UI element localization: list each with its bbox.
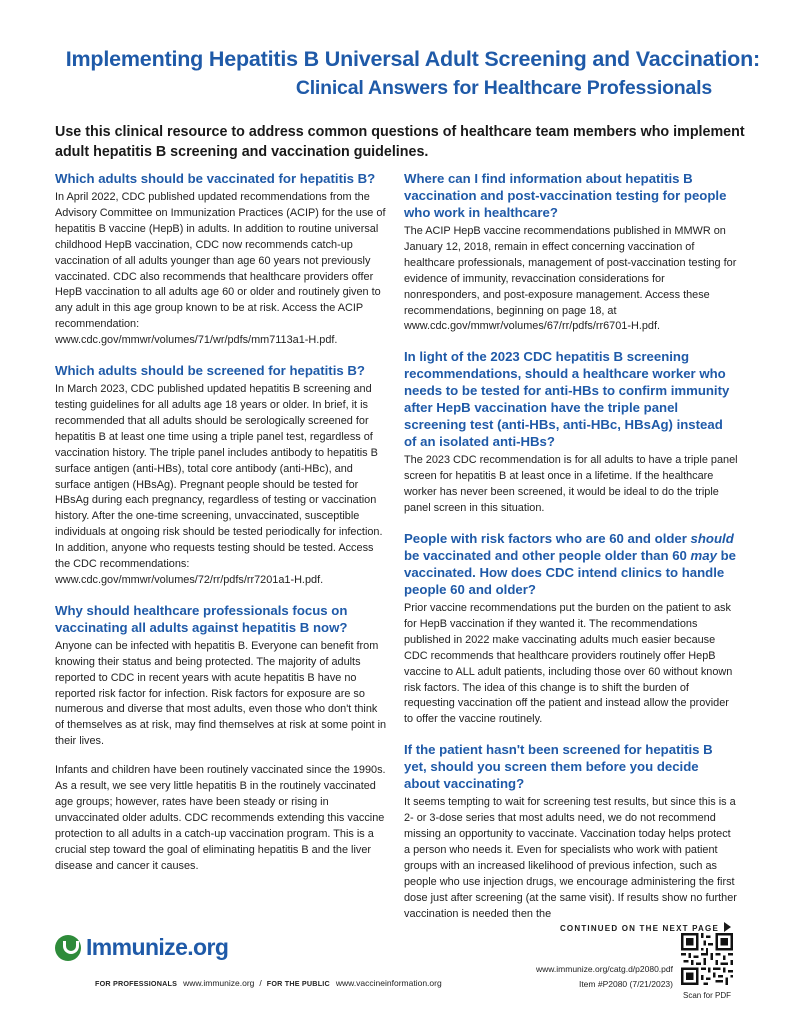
answer-text: In April 2022, CDC published updated recommendations from the Advisory Committee on Immunization Practices (ACIP) for the use of hepatitis B vaccine (HepB) in adults. In addition to routine universal childhood HepB vaccination, CDC now recommends catch-up vaccination of all adults younger than age 60 years not previously vaccinated. CDC also recommends that healthcare providers offer HepB vaccination to all adults age 60 or older and routinely given to any adult in this age group known to be at risk. Access the ACIP recommendation: www.cdc.gov/mmwr/volumes/71/wr/pdfs/mm7113a1-H.pdf. — [55, 191, 386, 347]
answer-text: In March 2023, CDC published updated hepatitis B screening and testing guidelines for all adults age 18 years or older. In brief, it is recommended that all adults should be serologically screened for hepatitis B at least one time using a triple panel test, regardless of vaccination history. The triple panel includes antibody to hepatitis B surface antigen (anti-HBs), total core antibody (anti-HBc), and surface antigen (HBsAg). Pregnant people should be tested for HBsAg during each pregnancy, regardless of testing or vaccination history. After the one-time screening, unvaccinated, susceptible individuals at ongoing risk should be tested periodically for infection. In addition, anyone who requests testing should be tested. Access the CDC recommendations: www.cdc.gov/mmwr/volumes/72/rr/pdfs/rr7201a1-H.pdf. — [55, 383, 383, 586]
right-column — [404, 170, 738, 935]
answer-text: Infants and children have been routinely vaccinated since the 1990s. As a result, we see very little hepatitis B in the routinely vaccinated age groups; however, rates have been steady or rising in unvaccinated older adults. CDC recommends extending this vaccine protection to all adults in a catch-up vaccination program. This is a crucial step toward the goal of eliminating hepatitis B and the liver disease and cancer it causes. — [55, 764, 386, 872]
qr-caption: Scan for PDF — [682, 991, 731, 1000]
public-label: FOR THE PUBLIC — [266, 979, 330, 988]
immunize-logo[interactable] — [55, 934, 228, 961]
doc-url-link[interactable]: www.immunize.org/catg.d/p2080.pdf — [535, 964, 673, 974]
question-heading: Which adults should be vaccinated for hepatitis B? — [55, 171, 376, 186]
answer-text: Prior vaccine recommendations put the burden on the patient to ask for HepB vaccination if they wanted it. The recommendations published in 2022 make vaccinating adults much easier because CDC recommends that healthcare providers routinely offer HepB vaccine to ALL adult patients, including those over 60 without known risk factors. The idea of this change is to shift the burden of requesting vaccination off the patient and instead allow the provider to offer the vaccine routinely. — [404, 601, 733, 726]
intro-text: Use this clinical resource to address common questions of healthcare team members who implement adult hepatitis B screening and vaccination guidelines. — [55, 124, 745, 160]
question-heading: Why should healthcare professionals focus on vaccinating all adults against hepatitis B now? — [55, 602, 348, 635]
question-emphasis: should — [690, 530, 734, 546]
question-part: be vaccinated. How does CDC intend clinics to handle people 60 and older? — [404, 547, 737, 597]
qr-code-icon[interactable] — [681, 933, 733, 985]
triangle-right-icon — [724, 922, 731, 932]
footer-links — [95, 978, 442, 988]
footer-separator: / — [259, 978, 262, 988]
answer-text: The 2023 CDC recommendation is for all adults to have a triple panel screen for hepatitis B at least once in a lifetime. If the healthcare worker has never been screened, it would be ideal to do the triple panel screen in this situation. — [404, 454, 738, 515]
question-emphasis: may — [690, 547, 717, 563]
question-heading — [404, 530, 738, 598]
answer-text: It seems tempting to wait for screening test results, but since this is a 2- or 3-dose series that most adults need, we do not recommend missing an opportunity to vaccinate. Vaccination today helps protect a person who needs it. Even for specialists who work with patient groups with an increased likelihood of previous infection, such as people who use injection drugs, we encourage administering the first dose just after screening (at the same visit). If results show no further vaccination is needed then the — [404, 796, 737, 920]
footer-doc-info — [536, 962, 673, 992]
immunize-logo-icon — [55, 935, 81, 961]
page-subtitle: Clinical Answers for Healthcare Professionals — [295, 77, 712, 99]
answer-text: The ACIP HepB vaccine recommendations published in MMWR on January 12, 2018, remain in effect concerning vaccination of healthcare professionals, management of post-vaccination testing for evidence of immunity, revaccination considerations for nonresponders, and post-exposure management. Access these recommendations, beginning on page 18, at www.cdc.gov/mmwr/volumes/67/rr/pdfs/rr6701-H.pdf. — [404, 225, 737, 333]
question-heading: Where can I find information about hepatitis B vaccination and post-vaccination testing for people who work in healthcare? — [404, 171, 727, 220]
left-column — [55, 170, 387, 888]
pro-link[interactable]: www.immunize.org — [183, 978, 255, 988]
page-title: Implementing Hepatitis B Universal Adult Screening and Vaccination: — [65, 47, 760, 71]
answer-text: Anyone can be infected with hepatitis B. Everyone can benefit from knowing their status and being protected. The majority of adults reported to CDC in recent years with acute hepatitis B have no reported risk factor for infection. Risk factors for exposure are so numerous and diverse that most adults, even those who don't think of themselves as at risk, may find themselves at risk at some point in their lives. — [55, 639, 387, 748]
continued-link[interactable] — [560, 922, 731, 933]
public-link[interactable]: www.vaccineinformation.org — [335, 978, 442, 988]
pro-label: FOR PROFESSIONALS — [95, 979, 178, 988]
question-heading: In light of the 2023 CDC hepatitis B screening recommendations, should a healthcare worker who needs to be tested for anti-HBs to confirm immunity after HepB vaccination have the triple panel screening test (anti-HBs, anti-HBc, HBsAg) instead of an isolated anti-HBs? — [404, 349, 730, 450]
item-number: Item #P2080 (7/21/2023) — [578, 979, 673, 989]
question-part: be vaccinated and other people older than 60 — [404, 547, 691, 563]
question-part: People with risk factors who are 60 and older — [404, 530, 691, 546]
continued-label: CONTINUED ON THE NEXT PAGE — [559, 924, 719, 933]
question-heading: Which adults should be screened for hepatitis B? — [55, 363, 365, 379]
question-heading: If the patient hasn't been screened for hepatitis B yet, should you screen them before you decide about vaccinating? — [404, 742, 713, 792]
logo-text: Immunize.org — [86, 934, 229, 960]
